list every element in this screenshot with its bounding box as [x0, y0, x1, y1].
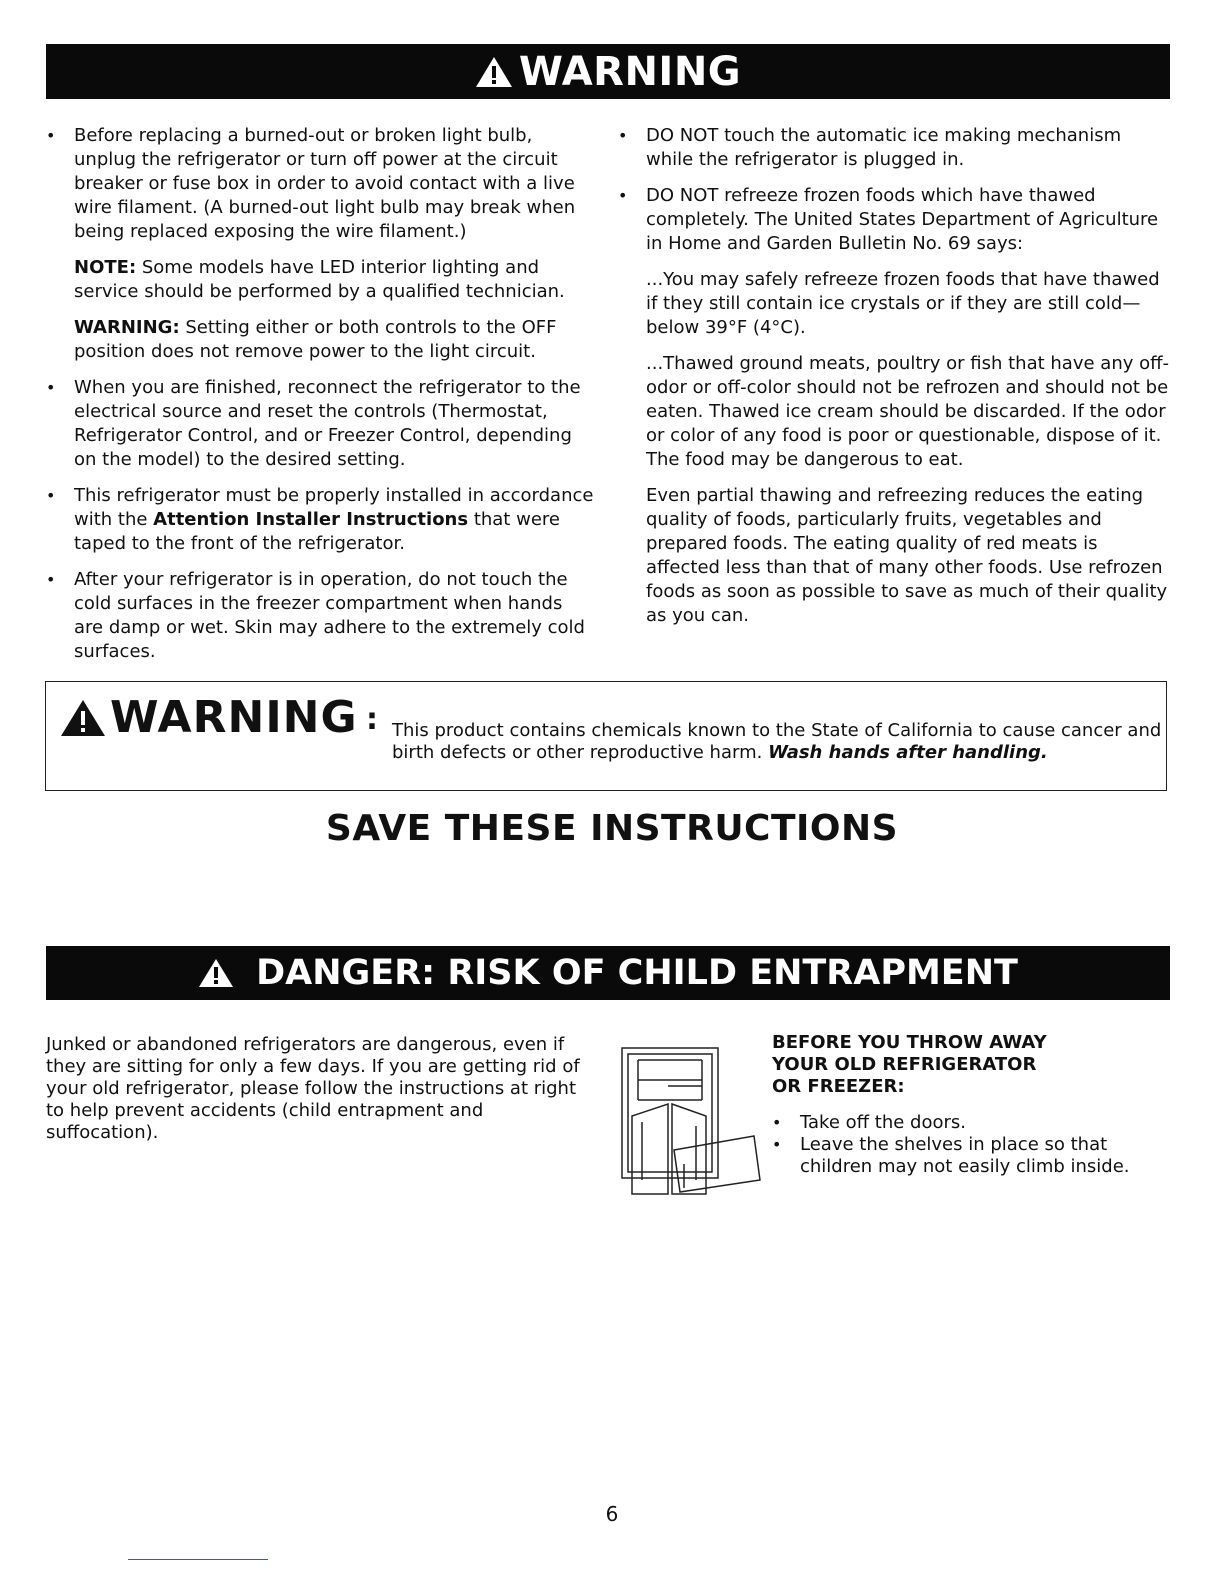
- danger-banner-label: DANGER: RISK OF CHILD ENTRAPMENT: [256, 953, 1018, 993]
- usda-quote: ...You may safely refreeze frozen foods that have thawed if they still contain ice crystals or if they are still cold—below 39°F (4°C).: [646, 269, 1160, 338]
- warning-triangle-icon: [198, 957, 234, 989]
- refreeze-paragraph: Even partial thawing and refreezing reduces the eating quality of foods, particularly fruits, vegetables and prepared foods. The eating quality of red meats is affected less than that of many other foods. Use refrozen foods as soon as possible to save as much of their quality as you can.: [646, 485, 1168, 626]
- throw-away-title: [772, 1032, 1172, 1098]
- list-item: • DO NOT refreeze frozen foods which have thawed completely. The United States Department of Agriculture in Home and Garden Bulletin No. 69 says:: [618, 184, 1174, 256]
- warning-triangle-icon: [60, 698, 106, 738]
- refrigerator-illustration: [618, 1030, 764, 1200]
- bullet-bold-text: Attention Installer Instructions: [153, 509, 469, 530]
- list-item: [46, 484, 596, 556]
- footer-divider: [128, 1559, 268, 1560]
- warning-triangle-icon: [475, 55, 513, 89]
- page-number: 6: [605, 1502, 619, 1526]
- warning-banner: [46, 44, 1170, 99]
- note-label: NOTE:: [74, 257, 137, 278]
- throw-away-title-line: YOUR OLD REFRIGERATOR: [772, 1054, 1037, 1075]
- right-column: [618, 124, 1174, 640]
- list-item: • Before replacing a burned-out or broken light bulb, unplug the refrigerator or turn off power at the circuit breaker or fuse box in order to avoid contact with a live wire filament. (A burned-out light bulb may break when being replaced exposing the wire filament.): [46, 124, 596, 244]
- throw-away-title-line: BEFORE YOU THROW AWAY: [772, 1032, 1047, 1053]
- bullet-text: that were taped to the front of the refrigerator.: [74, 509, 560, 554]
- prop65-emphasis: Wash hands after handling.: [768, 742, 1048, 763]
- prop65-body: This product contains chemicals known to the State of California to cause cancer and birth defects or other reproductive harm.: [392, 720, 1162, 763]
- warning-banner-label: WARNING: [518, 48, 742, 95]
- danger-banner: [46, 946, 1170, 1000]
- left-column: [46, 124, 596, 676]
- junked-refrigerator-paragraph: Junked or abandoned refrigerators are dangerous, even if they are sitting for only a few days. If you are getting rid of your old refrigerator, please follow the instructions at right to help prevent accidents (child entrapment and suffocation).: [46, 1034, 580, 1143]
- list-item: • After your refrigerator is in operation, do not touch the cold surfaces in the freezer compartment when hands are damp or wet. Skin may adhere to the extremely cold surfaces.: [46, 568, 596, 664]
- throw-away-instructions: [772, 1032, 1172, 1178]
- note-paragraph: [46, 256, 596, 304]
- throw-away-title-line: OR FREEZER:: [772, 1076, 905, 1097]
- save-instructions-heading: SAVE THESE INSTRUCTIONS: [325, 808, 899, 849]
- prop65-heading-label: WARNING: [110, 692, 358, 743]
- bullet-text: This refrigerator must be properly installed in accordance with the: [74, 485, 594, 530]
- usda-quote: ...Thawed ground meats, poultry or fish that have any off-odor or off-color should not be refrozen and should not be eaten. Thawed ice cream should be discarded. If the odor or color of any food is poor or questionable, dispose of it. The food may be dangerous to eat.: [646, 353, 1170, 470]
- list-item: • When you are finished, reconnect the refrigerator to the electrical source and reset the controls (Thermostat, Refrigerator Control, and or Freezer Control, depending on the model) to the desired setting.: [46, 376, 596, 472]
- prop65-heading: [60, 692, 358, 743]
- note-text: Some models have LED interior lighting and service should be performed by a qualified technician.: [74, 257, 565, 302]
- warning-paragraph: [46, 316, 596, 364]
- prop65-colon: :: [366, 702, 378, 737]
- list-item: • Leave the shelves in place so that children may not easily climb inside.: [772, 1134, 1172, 1178]
- warning-text: Setting either or both controls to the OFF position does not remove power to the light circuit.: [74, 317, 557, 362]
- prop65-warning-box: [45, 681, 1167, 791]
- list-item: • DO NOT touch the automatic ice making mechanism while the refrigerator is plugged in.: [618, 124, 1174, 172]
- prop65-text: [392, 720, 1162, 764]
- list-item: • Take off the doors.: [772, 1112, 1172, 1134]
- warning-label: WARNING:: [74, 317, 180, 338]
